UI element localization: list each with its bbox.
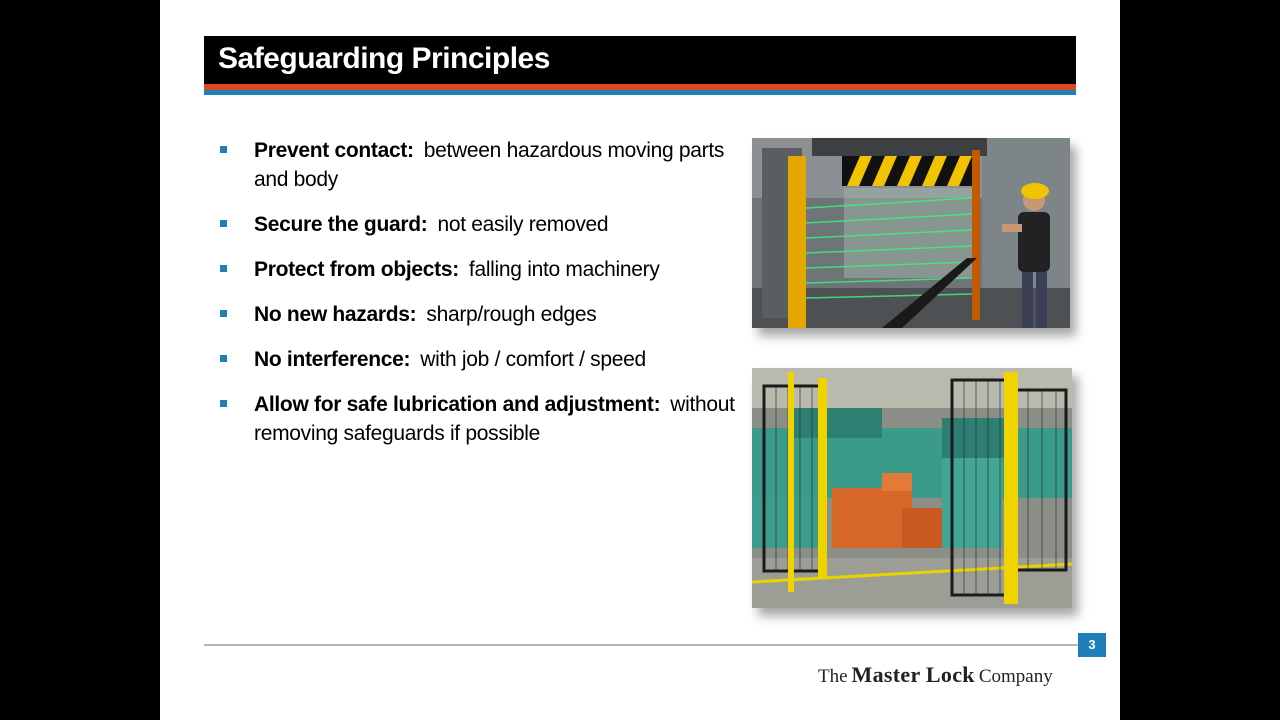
bullet-item (216, 345, 736, 374)
bullet-item (216, 136, 736, 194)
logo-suffix: Company (978, 666, 1053, 687)
bullet-term: Prevent contact: (254, 139, 414, 162)
bullet-square-icon (220, 220, 227, 227)
bullet-item (216, 300, 736, 329)
logo-name: Master Lock (851, 662, 975, 687)
bullet-text: falling into machinery (468, 258, 660, 281)
bullet-item (216, 210, 736, 239)
title-underline-blue (204, 90, 1076, 95)
company-logo (818, 662, 1080, 692)
bullet-term: No new hazards: (254, 303, 417, 326)
bullet-item (216, 390, 736, 448)
bullet-square-icon (220, 355, 227, 362)
bullet-text: between hazardous moving parts and body (254, 139, 725, 191)
bullet-term: No interference: (254, 348, 411, 371)
light-curtain-press-photo (752, 138, 1070, 328)
title-bar (204, 36, 1076, 84)
bullet-term: Protect from objects: (254, 258, 459, 281)
footer-divider (204, 644, 1078, 646)
bullet-square-icon (220, 265, 227, 272)
bullet-item (216, 255, 736, 284)
bullet-term: Secure the guard: (254, 213, 428, 236)
bullet-term: Allow for safe lubrication and adjustment: (254, 393, 661, 416)
bullet-text: sharp/rough edges (426, 303, 597, 326)
perimeter-guard-fence-photo (752, 368, 1072, 608)
slide-title: Safeguarding Principles (218, 42, 550, 75)
bullet-list (216, 136, 736, 464)
page-number-badge: 3 (1078, 633, 1106, 657)
bullet-square-icon (220, 400, 227, 407)
bullet-text: without removing safeguards if possible (254, 393, 735, 445)
slide (160, 0, 1120, 720)
logo-prefix: The (818, 666, 848, 687)
bullet-square-icon (220, 310, 227, 317)
bullet-text: with job / comfort / speed (420, 348, 646, 371)
bullet-square-icon (220, 146, 227, 153)
bullet-text: not easily removed (437, 213, 609, 236)
